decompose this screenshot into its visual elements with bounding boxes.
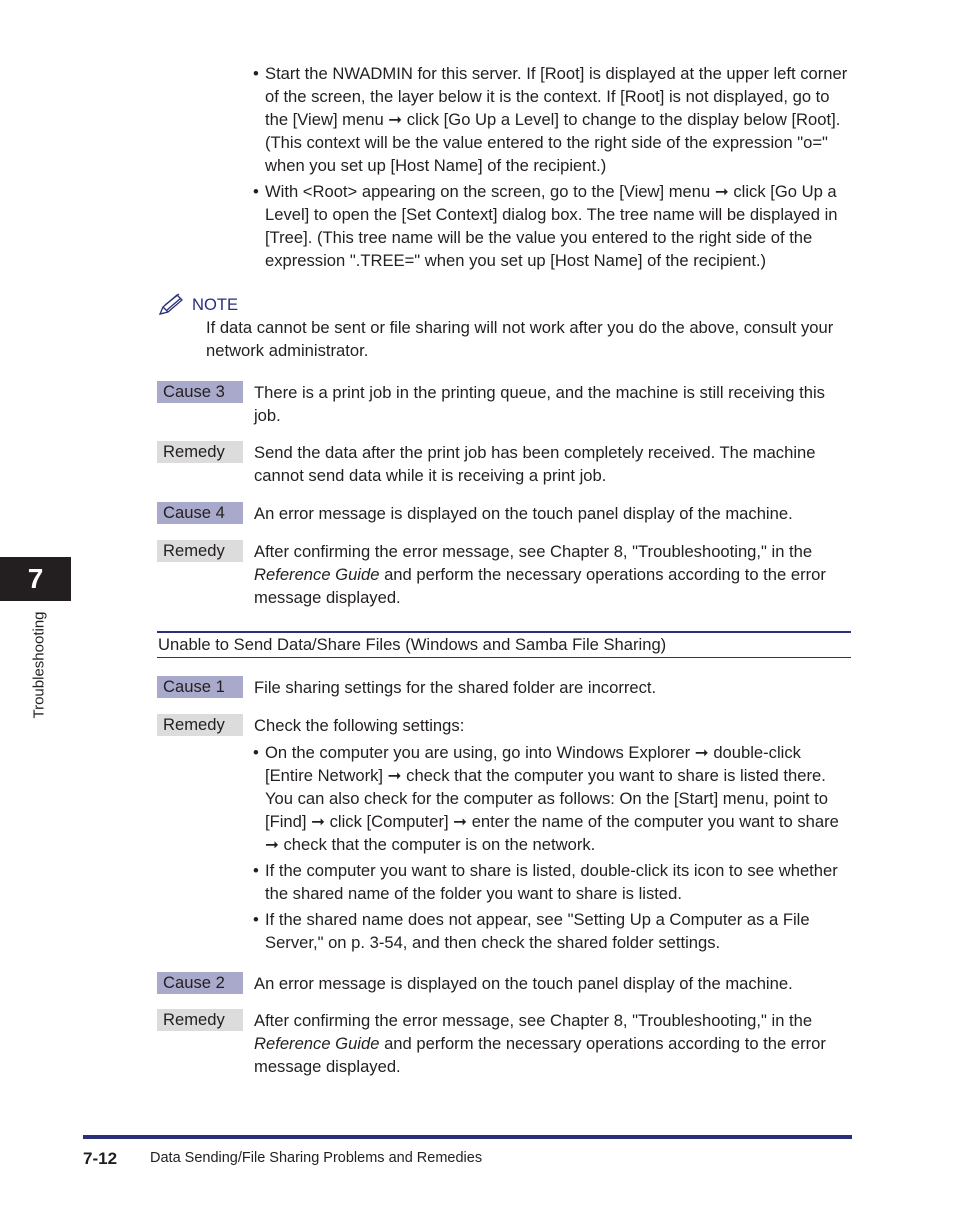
cause-text: There is a print job in the printing queue, and the machine is still receiving this job. <box>254 383 825 425</box>
remedy-text: Check the following settings: <box>254 716 465 735</box>
reference-guide-title: Reference Guide <box>254 565 380 584</box>
note-heading: NOTE <box>192 295 239 314</box>
page-number: 7-12 <box>83 1149 118 1168</box>
pencil-icon <box>157 292 185 318</box>
cause-label: Cause 4 <box>157 502 243 524</box>
cause-text: An error message is displayed on the touch panel display of the machine. <box>254 504 793 523</box>
remedy-text: After confirming the error message, see Chapter 8, "Troubleshooting," in the Reference Guide and perform the necessary operations according to the error message displayed. <box>254 1011 826 1076</box>
remedy-label: Remedy <box>157 540 243 562</box>
cause-text: An error message is displayed on the touch panel display of the machine. <box>254 974 793 993</box>
section-heading: Unable to Send Data/Share Files (Windows and Samba File Sharing) <box>158 635 667 654</box>
chapter-tab: 7 <box>0 557 71 601</box>
list-item: • If the shared name does not appear, see "Setting Up a Computer as a File Server," on p. 3-54, and then check the shared folder settings. <box>253 908 853 954</box>
cause-text: File sharing settings for the shared folder are incorrect. <box>254 678 657 697</box>
remedy-label: Remedy <box>157 714 243 736</box>
remedy-label: Remedy <box>157 1009 243 1031</box>
footer-rule <box>83 1135 852 1139</box>
remedy-text: Send the data after the print job has been completely received. The machine cannot send data while it is receiving a print job. <box>254 443 816 485</box>
remedy-label: Remedy <box>157 441 243 463</box>
note-text: If data cannot be sent or file sharing will not work after you do the above, consult your network administrator. <box>206 318 834 360</box>
chapter-title-vertical: Troubleshooting <box>30 611 48 719</box>
section-rule-bottom <box>157 657 851 658</box>
cause-label: Cause 1 <box>157 676 243 698</box>
list-item: • Start the NWADMIN for this server. If [Root] is displayed at the upper left corner of the screen, the layer below it is the context. If [Root] is not displayed, go to the [View] menu ➞ click [Go Up a Level] to change to the display below [Root]. (This context will be the value entered to the right side of the expression "o=" when you set up [Host Name] of the recipient.) <box>253 62 853 177</box>
reference-guide-title: Reference Guide <box>254 1034 380 1053</box>
list-item: • With <Root> appearing on the screen, go to the [View] menu ➞ click [Go Up a Level] to open the [Set Context] dialog box. The tree name will be displayed in [Tree]. (This tree name will be the value you entered to the right side of the expression ".TREE=" when you set up [Host Name] of the recipient.) <box>253 180 853 272</box>
remedy-bullet-list <box>253 741 853 957</box>
cause-label: Cause 3 <box>157 381 243 403</box>
list-item: • If the computer you want to share is listed, double-click its icon to see whether the shared name of the folder you want to share is listed. <box>253 859 853 905</box>
footer-title: Data Sending/File Sharing Problems and Remedies <box>150 1150 483 1166</box>
cause-label: Cause 2 <box>157 972 243 994</box>
remedy-text: After confirming the error message, see Chapter 8, "Troubleshooting," in the Reference Guide and perform the necessary operations according to the error message displayed. <box>254 542 826 607</box>
top-bullet-list <box>253 62 853 275</box>
list-item: • On the computer you are using, go into Windows Explorer ➞ double-click [Entire Network] ➞ check that the computer you want to share is listed there. You can also check for the computer as follows: On the [Start] menu, point to [Find] ➞ click [Computer] ➞ enter the name of the computer you want to share ➞ check that the computer is on the network. <box>253 741 853 856</box>
